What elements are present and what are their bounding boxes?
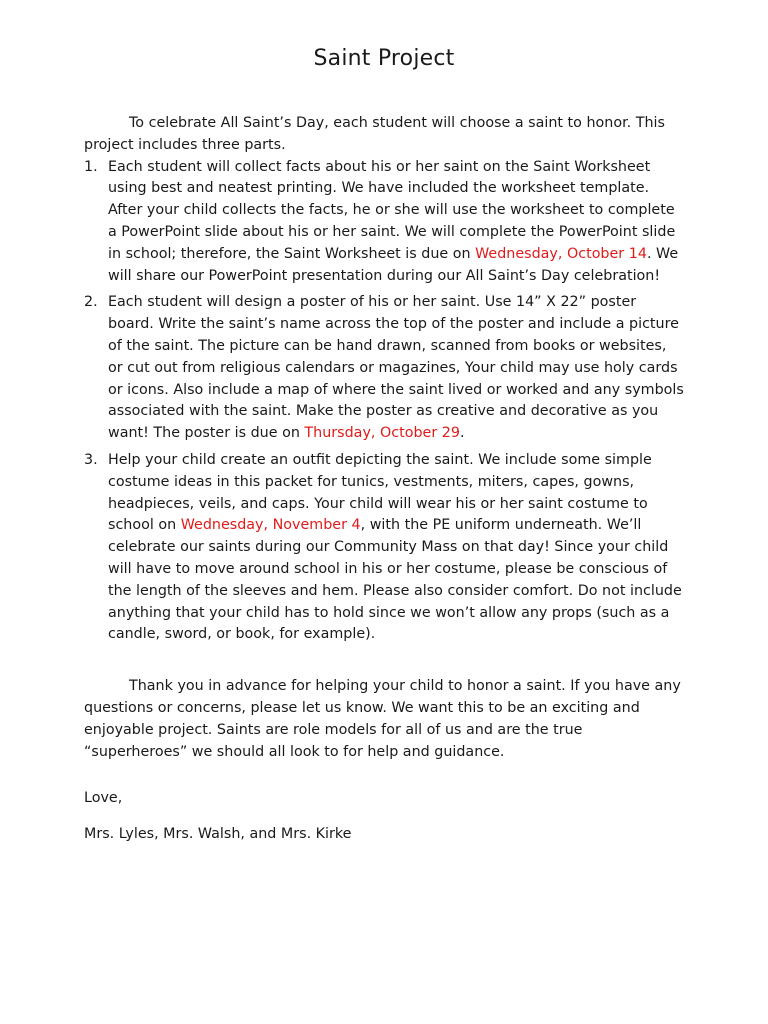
thanks-paragraph: Thank you in advance for helping your child to honor a saint. If you have any questions or concerns, please let us know. We want this to be an exciting and enjoyable project. Saints are role models for all of us and are the true “superheroes” we should all look to for help and guidance.: [84, 678, 681, 760]
due-date-highlight: Wednesday, October 14: [475, 245, 647, 262]
list-item-text: , with the PE uniform underneath. We’ll celebrate our saints during our Community Mass on that day! Since your child will have to move around school in his or her costume, please be conscious of the length of the sleeves and hem. Please also consider comfort. Do not include anything that your child has to hold since we won’t allow any props (such as a candle, sword, or book, for example).: [108, 517, 682, 643]
list-item-text: Each student will design a poster of his or her saint. Use 14” X 22” poster board. Write the saint’s name across the top of the poster and include a picture of the saint. The picture can be hand drawn, scanned from books or websites, or cut out from religious calendars or magazines, Your child may use holy cards or icons. Also include a map of where the saint lived or worked and any symbols associated with the saint. Make the poster as creative and decorative as you want! The poster is due on: [108, 294, 684, 442]
spacer: [84, 763, 684, 788]
list-item-text: .: [459, 425, 465, 442]
list-item-text: Help your child create an outfit depicting the saint. We include some simple costume ideas in this packet for tunics, vestments, miters, capes, gowns, headpieces, veils, and caps. Your child will wear his or her saint costume to school on: [108, 451, 652, 534]
due-date-highlight: Thursday, October 29: [304, 425, 460, 442]
list-item: [84, 292, 684, 445]
due-date-highlight: Wednesday, November 4: [180, 517, 361, 534]
project-parts-list: [84, 157, 684, 647]
signature-line: Mrs. Lyles, Mrs. Walsh, and Mrs. Kirke: [84, 826, 352, 843]
list-item-number: 1.: [84, 158, 98, 175]
list-item-number: 3.: [84, 451, 98, 468]
list-item: [84, 157, 684, 288]
list-item-text: Each student will collect facts about his or her saint on the Saint Worksheet using best and neatest printing. We have included the worksheet template. After your child collects the facts, he or she will use the worksheet to complete a PowerPoint slide about his or her saint. We will complete the PowerPoint slide in school; therefore, the Saint Worksheet is due on: [108, 158, 676, 262]
list-item-text: . We will share our PowerPoint presentation during our All Saint’s Day celebration!: [108, 245, 679, 284]
closing-line: Love,: [84, 790, 123, 807]
spacer: [84, 651, 684, 676]
page-title: Saint Project: [313, 46, 455, 71]
intro-paragraph: To celebrate All Saint’s Day, each student will choose a saint to honor. This project includes three parts.: [84, 115, 665, 153]
list-item: [84, 450, 684, 646]
list-item-number: 2.: [84, 294, 98, 311]
